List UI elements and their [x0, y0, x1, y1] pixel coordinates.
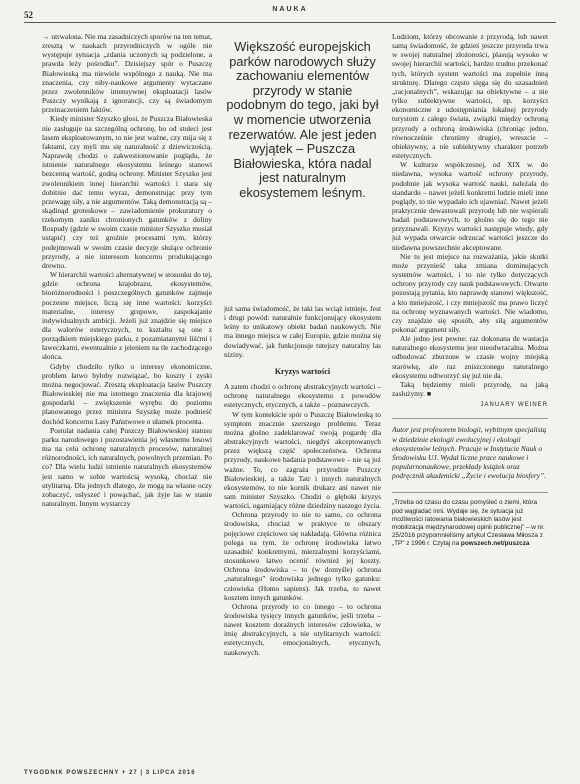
paragraph: Postulat nadania całej Puszczy Białowieskiej statusu parku narodowego i pozostawienia jej własnemu losowi ma na celu ochronę naturalnych procesów, naturalnej różnorodności, ich naturalnych, powolnych przemian. Po co? Dla wielu ludzi istnienie naturalnych ekosystemów jest samo w sobie wartością wysoką, chociaż nie utylitarną. Dla jednych dlatego, że mogą na własne oczy zobaczyć, usłyszeć i powąchać, jak żyje las w stanie naturalnym. Innym wystarczy [42, 425, 212, 508]
paragraph: Ale jedno jest pewne: raz dokonana de wastacja naturalnego ekosystemu jest nieodwracalna. Można odbudować zburzone w czasie wojny miejską starówkę, ale raz zniszczonego naturalnego ekosystemu odtworzyć się już nie da. [392, 334, 548, 380]
paragraph: W tym kontekście spór o Puszczę Białowieską to symptom znacznie szerszego problemu. Teraz można głośno zadeklarować swoją pogardę dla abstrakcyjnych wartości, niegdyś akceptowanych przez większą część społeczeństwa. Ochrona przyrody, naukowe badania podstawowe – nie są już ważne. To, co zagraża przyrodzie Puszczy Białowieskiej, a także Tatr i innych naturalnych ekosystemów, to nie kornik drukarz ani nawet nie sam minister Szyszko. Chodzi o głęboki kryzys wartości, ogarniający różne dziedziny naszego życia. [224, 409, 381, 511]
page-number: 52 [24, 10, 33, 20]
author-bio: Autor jest profesorem biologii, wybitnym specjalistą w dziedzinie ekologii ewolucyjnej i ekologii ekosystemów leśnych. Pracuje w Instytucie Nauk o Środowisku UJ. Wydał liczne prace naukowe i popularnonaukowe, przekłady książek oraz podręcznik akademicki „Życie i ewolucja biosfery”. [392, 418, 548, 480]
article-column-3 [392, 32, 548, 549]
page-footer: TYGODNIK POWSZECHNY + 27 | 3 LIPCA 2016 [24, 770, 196, 776]
paragraph: Ochrona przyrody to nie to samo, co ochrona środowiska, chociaż w praktyce te obszary pojęciowe częściowo się nakładają. Główna różnica polega na tym, że ochronę środowiska łatwo uzasadnić konkretnymi, mierzalnymi korzyściami, stosunkowo łatwo ocenić również jej koszty. Ochrona środowiska – to (w domyśle) ochrona „naturalnego” środowiska jednego tylko gatunku: człowieka (Homo sapiens). Jak trzeba, to nawet kosztem innych gatunków. [224, 510, 381, 602]
paragraph: Nie tu jest miejsce na rozważania, jakie skutki może przynieść taka zmiana dominujących systemów wartości, i to nie tylko dotyczących ochrony przyrody czy nauk podstawowych. Otwarte pozostają pytania, kto naprawdę stanowi większość, a kto mniejszość, i czy mniejszość ma prawo liczyć na ochronę wyznawanych wartości. Nie wiadomo, czy znajdzie się sposób, aby siłą argumentów pokonać argument siły. [392, 251, 548, 334]
paragraph: Ludziom, którzy obcowanie z przyrodą, lub nawet samą świadomość, że gdzieś jeszcze przyroda trwa w swojej naturalnej złożoności, plasują wysoko w swojej hierarchii wartości, bardzo trudno przekonać tych, których system wartości ma zupełnie inną strukturę. Dlatego często sięga się do uzasadnień „racjonalnych”, wskazując na obiektywne – a nie tylko subiektywne wartości, np. korzyści ekonomiczne z udostępniania lokalnej przyrody turystom z całego świata, związki między ochroną przyrody a ochroną środowiska (chroniąc jedno, równocześnie chronimy drugie), wreszcie – obiektywny, a nie subiektywny charakter potrzeb estetycznych. [392, 32, 548, 161]
paragraph: W hierarchii wartości alternatywnej w stosunku do tej, gdzie ochrona krajobrazu, ekosystemów, bioróżnorodności i poszczególnych gatunków zajmuje poczesne miejsce, liczą się inne wartości: korzyści materialne, interesy grupowe, zaspokajanie indywidualnych ambicji. Jeżeli już znajdzie się miejsce dla walorów estetycznych, to kształtu są one z porządkiem miejskiego parku, z pozamiatanymi liśćmi i ławeczkami, ewentualnie z jeleniem na tle zachodzącego słońca. [42, 270, 212, 362]
paragraph: → utrwalona. Nie ma zasadniczych sporów na ten temat, zresztą w naukach przyrodniczych w ogóle nie występuje sytuacja „zdania uczonych są podzielone, a prawda leży pośrodku”. Dzisiejszy spór o Puszczę Białowieską ma niewiele wspólnego z nauką. Nie ma znaczenia, czy niby-naukowe argumenty wytaczane przez zwolenników intensywnej eksploatacji lasów Puszczy wynikają z ignorancji, czy są świadomym przeinaczeniem faktów. [42, 32, 212, 115]
article-column-1 [42, 32, 212, 508]
footnote [392, 492, 548, 548]
section-subheading: Kryzys wartości [274, 366, 331, 376]
paragraph: Ochrona przyrody to co innego – to ochrona środowiska tysięcy innych gatunków, jeśli trzeba – nawet kosztem doraźnych interesów człowieka, w imię abstrakcyjnych, a nie utylitarnych wartości: estetycznych, emocjonalnych, etycznych, naukowych. [224, 601, 381, 657]
footnote-link[interactable]: powszech.net/puszcza [460, 540, 530, 548]
paragraph: A zatem chodzi o ochronę abstrakcyjnych wartości – ochronę naturalnego ekosystemu z powodów estetycznych, etycznych, a także – poznawczych. [224, 382, 381, 410]
paragraph [392, 380, 548, 399]
paragraph: Gdyby chodziło tylko o interesy ekonomiczne, problem łatwo byłoby rozwiązać, bo koszty i zyski można negocjować. Zresztą eksploatacja lasów Puszczy Białowieskiej nie ma istotnego znaczenia dla krajowej gospodarki – zwiększenie wyrębu do poziomu planowanego przez ministra Szyszkę może podnieść dochód koncernu Lasy Państwowe o ułamek procenta. [42, 361, 212, 426]
article-column-2 [224, 304, 381, 657]
end-mark-icon: ■ [426, 390, 432, 399]
paragraph: W kulturze współczesnej, od XIX w. do niedawna, wysoka wartość ochrony przyrody, podobnie jak wysoka wartość nauki, należała do standardu – nawet jeżeli konkretni ludzie mieli inne poglądy, to nie wypadało ich ujawniać. Nawet jeżeli praktycznie dewastowali przyrodę lub nie wspierali badań podstawowych, to głośno się do tego nie przyznawali. Kryzys wartości następuje wtedy, gdy już wypada otwarcie odrzucać wartości jeszcze do niedawna powszechnie akceptowane. [392, 160, 548, 252]
closing-sentence: Taką będziemy mieli przyrodę, na jaką zasłużymy. [392, 379, 548, 399]
top-rule [24, 22, 556, 23]
author-signature: JANUARY WEINER [480, 402, 548, 409]
section-label: NAUKA [272, 6, 308, 13]
paragraph: Kiedy minister Szyszko głosi, że Puszcza Białowieska nie zasługuje na szczególną ochronę, bo od stuleci jest lasem eksploatowanym, to nie jest ważne, czy mija się z faktami, czy myli mu się naturalność z dziewiczością. Naprawdę chodzi o zakwestionowanie poglądu, że istnienie naturalnego ekosystemu leśnego stanowi bezcenną wartość, godną ochrony. Minister Szyszko jest zwolennikiem innej hierarchii wartości i stara się dobitnie dać temu wyraz, demonstrując przy tym przewagę siły, a nie argumentów. Taką demonstracją są – skądinąd groteskowe – zawiadomienie prokuratury o rzekomym zaniku chronionych gatunków z doliny Rospudy (gdzie w swoim czasie minister Szyszko musiał ustąpić) czy też groźnie procesami tym, którzy podejmowali w swoim czasie decyzje służące ochronie przyrody, a nie interesom koncernu produkującego drewno. [42, 114, 212, 270]
footnote-text: „Trzeba od czasu do czasu pomyśleć o ziemi, która pod wągladać inni. Wydaje się, że sytuacja już możliwości ratowania białowieskich lasów jest mobilizacja międzynarodowej opinii publicznej” – w nr. 25/2016 przypomnieliśmy artykuł Czesława Miłosza z „TP” z 1996 r. Czytaj na [392, 499, 545, 548]
pull-quote: Większość europejskich parków narodowych służy zachowaniu elementów przyrody w stanie podobnym do tego, jaki był w momencie utworzenia rezerwatów. Ale jest jeden wyjątek – Puszcza Białowieska, która nadal jest naturalnym ekosystemem leśnym. [226, 39, 379, 200]
paragraph: już sama świadomość, że taki las wciąż istnieje. Jest i drugi powód: naturalnie funkcjonujący ekosystem leśny to unikatowy obiekt badań naukowych. Nie ma innego miejsca w całej Europie, gdzie można się dowiadywać, jak funkcjonuje tutejszy naturalny las niziny. [224, 304, 381, 359]
